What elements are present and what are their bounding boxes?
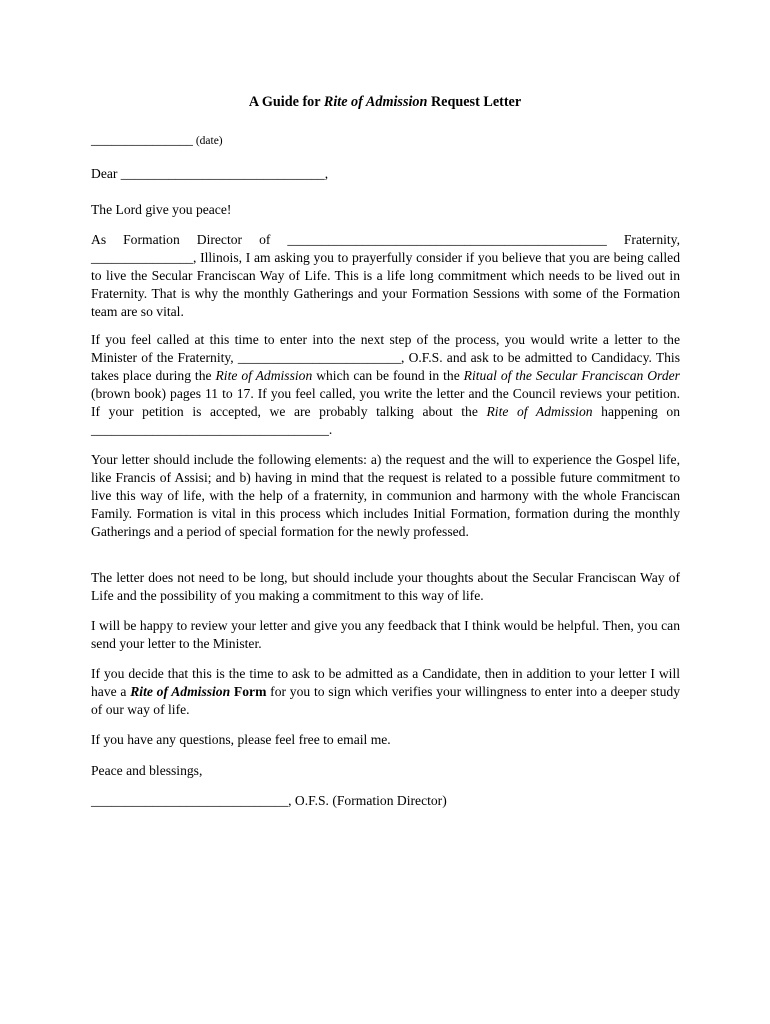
salutation: Dear ______________________________,: [91, 166, 329, 181]
paragraph-formation-director: As Formation Director of _______________________________________________ Fraternity, _______________, Illinois, I am asking you to prayerfully consider if you believe that you are being called to live the Secular Franciscan Way of Life. This is a life long commitment which needs to be lived out in Fraternity. That is why the monthly Gatherings and your Formation Sessions with some of the Formation team are so vital.: [91, 232, 680, 319]
greeting: The Lord give you peace!: [91, 202, 232, 217]
para6-bold-italic: Rite of Admission: [130, 684, 231, 699]
para2-text-1: If you feel called at this time to enter into the next step of the process, you would write a letter to the Minister of the Fraternity, ________________________, O.F.S. and ask to be admitted to Candidacy. This takes place during the: [91, 332, 680, 383]
date-blank: _______________: [91, 132, 193, 147]
para2-italic-2: Ritual of the Secular Franciscan Order: [463, 368, 680, 383]
closing: Peace and blessings,: [91, 763, 203, 778]
title-italic: Rite of Admission: [323, 94, 428, 110]
date-line: [91, 131, 680, 150]
title-pre: A Guide for: [248, 94, 324, 110]
document-title: [0, 93, 770, 111]
para6-text-1: If you decide that this is the time to ask to be admitted as a Candidate, then in addition to your letter I will have a: [91, 666, 680, 699]
para2-text-3: (brown book) pages 11 to 17. If you feel called, you write the letter and the Council reviews your petition. If your petition is accepted, we are probably talking about the: [91, 386, 680, 419]
signature-line: _____________________________, O.F.S. (Formation Director): [91, 793, 447, 808]
paragraph-review: I will be happy to review your letter and give you any feedback that I think would be helpful. Then, you can send your letter to the Minister.: [91, 618, 680, 651]
para2-text-4: happening on ___________________________________.: [91, 404, 680, 437]
title-post: Request Letter: [427, 94, 522, 110]
paragraph-letter-elements: Your letter should include the following elements: a) the request and the will to experience the Gospel life, like Francis of Assisi; and b) having in mind that the request is related to a possible future commitment to live this way of life, with the help of a fraternity, in communion and harmony with the whole Franciscan Family. Formation is vital in this process which includes Initial Formation, formation during the monthly Gatherings and a period of special formation for the newly professed.: [91, 452, 680, 539]
date-label: (date): [192, 135, 223, 147]
para2-text-2: which can be found in the: [312, 368, 464, 383]
paragraph-next-step: [91, 331, 680, 439]
paragraph-questions: If you have any questions, please feel free to email me.: [91, 732, 391, 747]
paragraph-letter-length: The letter does not need to be long, but should include your thoughts about the Secular Franciscan Way of Life and the possibility of you making a commitment to this way of life.: [91, 570, 680, 603]
paragraph-candidate: [91, 665, 680, 719]
para6-bold: Form: [230, 684, 267, 699]
para2-italic-3: Rite of Admission: [486, 404, 593, 419]
para6-text-2: for you to sign which verifies your willingness to enter into a deeper study of our way of life.: [91, 684, 681, 717]
para2-italic-1: Rite of Admission: [215, 368, 313, 383]
